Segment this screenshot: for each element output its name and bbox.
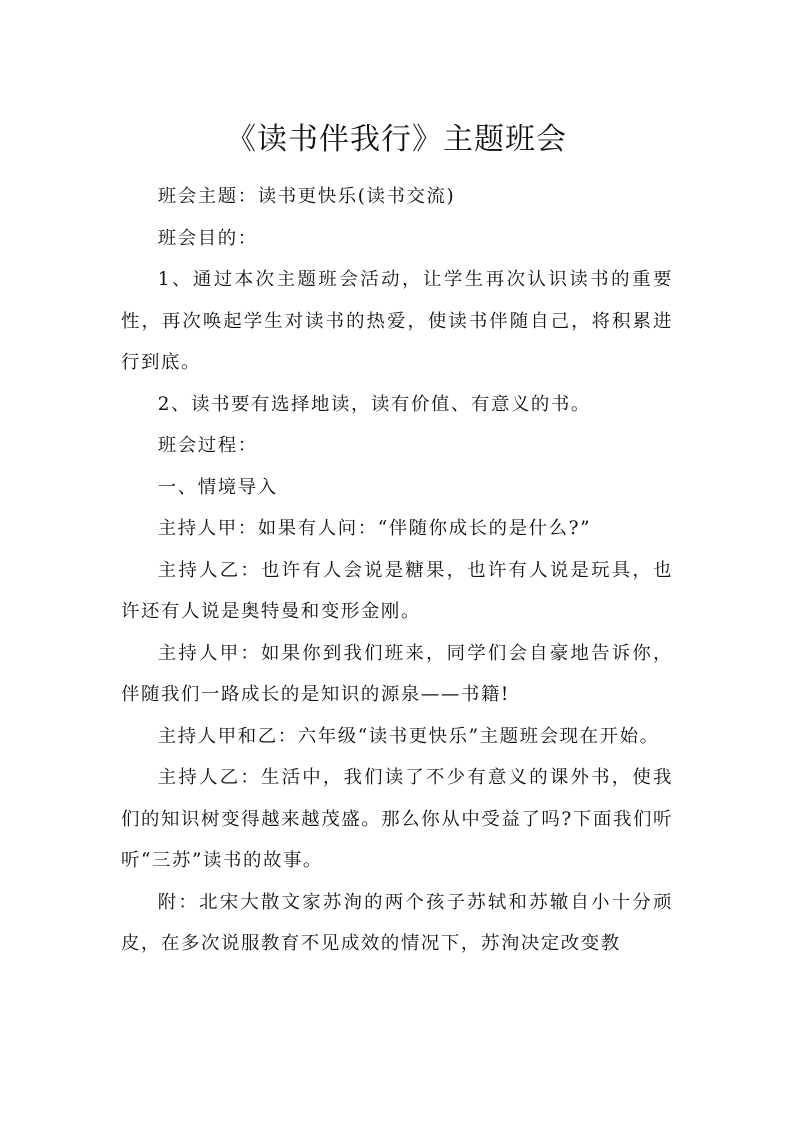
paragraph-host-a-1: 主持人甲：如果有人问：“伴随你成长的是什么?”: [157, 518, 592, 539]
paragraph-purpose-2: 2、读书要有选择地读，读有价值、有意义的书。: [157, 393, 591, 415]
paragraph-purpose-1: 1、通过本次主题班会活动，让学生再次认识读书的重要性，再次唤起学生对读书的热爱，使读书伴随自己，将积累进行到底。: [121, 269, 673, 373]
paragraph-host-b-2: 主持人乙：生活中，我们读了不少有意义的课外书，使我们的知识树变得越来越茂盛。那么你从中受益了吗?下面我们听听“三苏”读书的故事。: [121, 767, 673, 871]
paragraph-host-ab: 主持人甲和乙：六年级“读书更快乐”主题班会现在开始。: [157, 725, 660, 747]
document-title: 《读书伴我行》主题班会: [226, 122, 567, 157]
paragraph-process-heading: 班会过程：: [157, 435, 258, 456]
paragraph-appendix: 附：北宋大散文家苏洵的两个孩子苏轼和苏辙自小十分顽皮，在多次说服教育不见成效的情况下，苏洵决定改变教: [121, 891, 673, 954]
paragraph-purpose-heading: 班会目的：: [157, 227, 258, 249]
paragraph-host-a-2: 主持人甲：如果你到我们班来，同学们会自豪地告诉你，伴随我们一路成长的是知识的源泉——书籍!: [121, 642, 673, 705]
document-body: [121, 176, 673, 965]
paragraph-theme: 班会主题：读书更快乐(读书交流): [157, 186, 456, 207]
paragraph-section-intro: 一、情境导入: [157, 476, 278, 498]
paragraph-host-b-1: 主持人乙：也许有人会说是糖果，也许有人说是玩具，也许还有人说是奥特曼和变形金刚。: [121, 559, 673, 622]
